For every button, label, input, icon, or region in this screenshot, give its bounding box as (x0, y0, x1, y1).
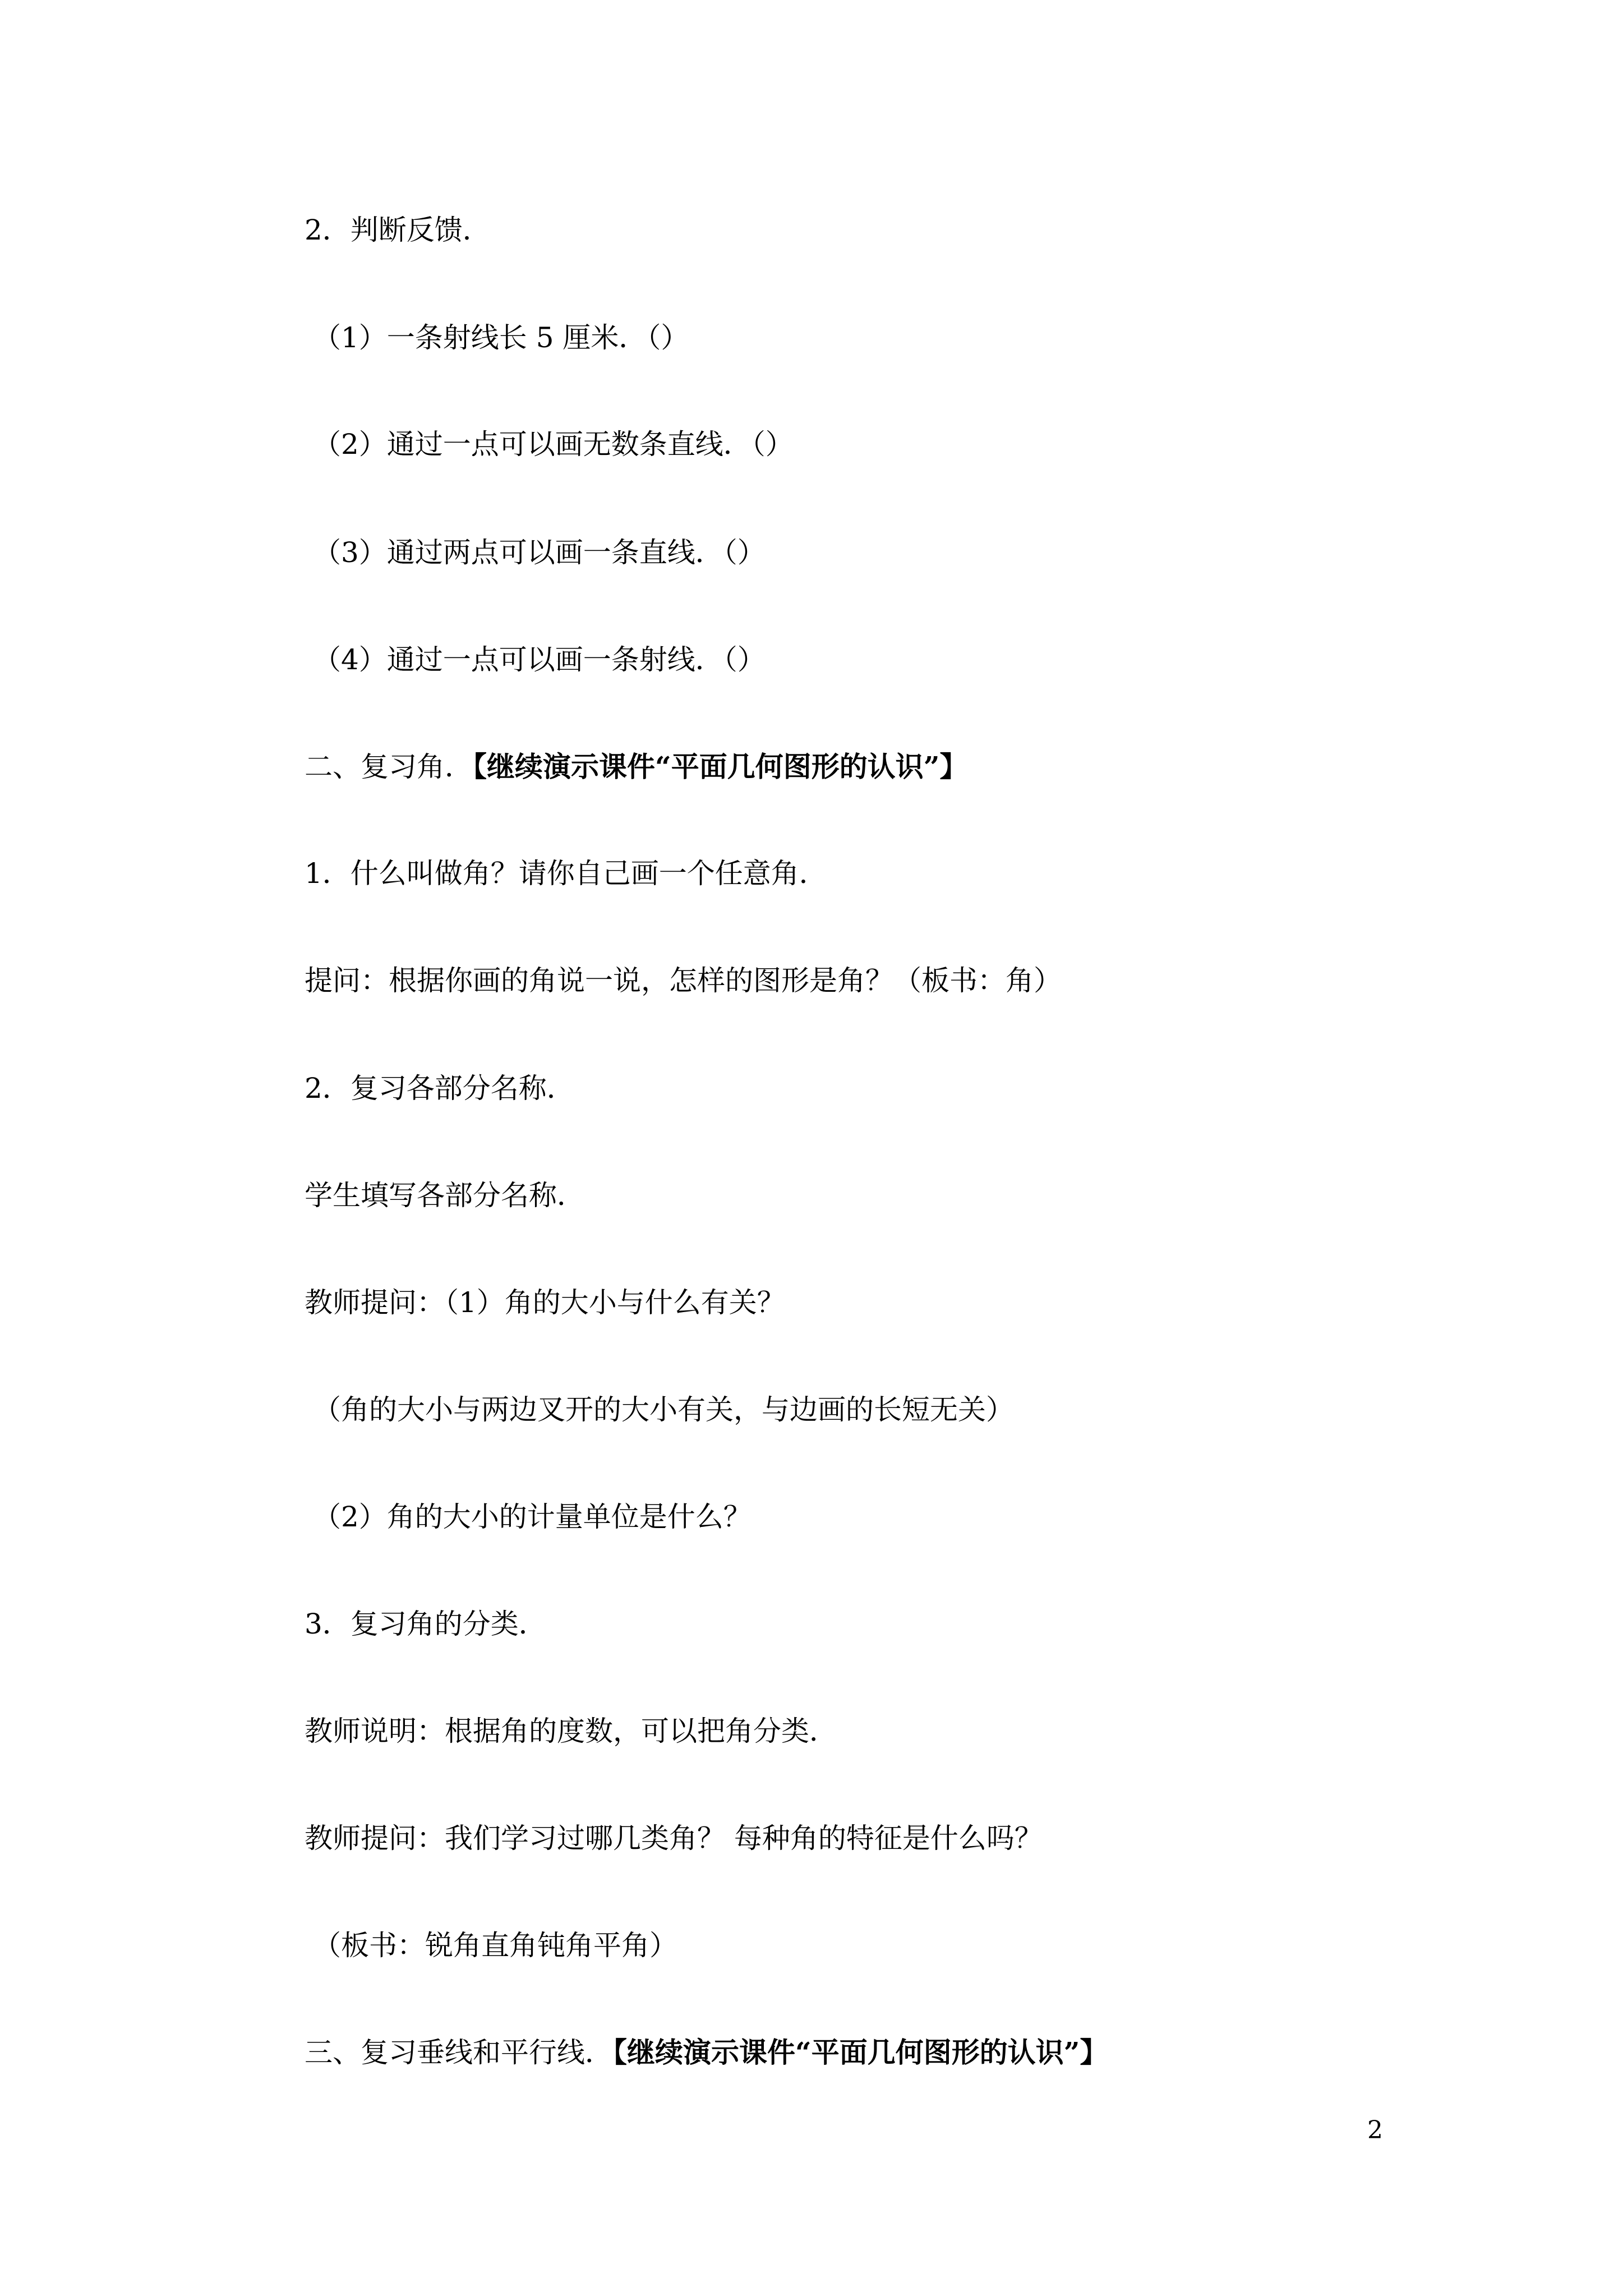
line-text: （1）一条射线长 5 厘米．（） (313, 321, 689, 354)
text-line-3 (313, 427, 794, 461)
line-text: 学生填写各部分名称． (305, 1179, 585, 1212)
text-line-5 (313, 643, 766, 677)
line-text: 提问：根据你画的角说一说，怎样的图形是角？（板书：角） (305, 964, 1062, 997)
text-line-15 (305, 1714, 837, 1748)
heading-text: 三、复习垂线和平行线． (305, 2036, 613, 2069)
line-text: （角的大小与两边叉开的大小有关，与边画的长短无关） (313, 1393, 1014, 1426)
line-text: 1．什么叫做角？请你自己画一个任意角． (305, 857, 827, 890)
line-text: 2．判断反馈． (305, 214, 491, 246)
line-text: （2）角的大小的计量单位是什么？ (313, 1501, 751, 1533)
line-text: 3．复习角的分类． (305, 1608, 547, 1640)
section-heading-lines (305, 2036, 1108, 2069)
text-line-8 (305, 964, 1062, 997)
text-line-2 (313, 321, 689, 355)
line-text: 教师提问：我们学习过哪几类角？ 每种角的特征是什么吗？ (305, 1822, 1043, 1855)
page-number: 2 (1367, 2116, 1383, 2145)
text-line-9 (305, 1071, 575, 1105)
text-line-13 (313, 1500, 751, 1534)
line-text: （4）通过一点可以画一条射线．（） (313, 643, 766, 676)
line-text: （2）通过一点可以画无数条直线．（） (313, 428, 794, 461)
line-text: （3）通过两点可以画一条直线．（） (313, 536, 766, 569)
text-line-7 (305, 857, 827, 890)
heading-text: 二、复习角． (305, 751, 473, 783)
line-text: 教师提问：（1）角的大小与什么有关？ (305, 1286, 785, 1319)
text-line-16 (305, 1821, 1043, 1855)
text-line-1 (305, 213, 491, 247)
line-text: （板书：锐角直角钝角平角） (313, 1929, 677, 1962)
line-text: 教师说明：根据角的度数，可以把角分类． (305, 1715, 837, 1747)
courseware-note: 【继续演示课件“平面几何图形的认识”】 (473, 750, 968, 783)
text-line-10 (305, 1179, 585, 1212)
text-line-12 (313, 1393, 1014, 1427)
text-line-4 (313, 536, 766, 569)
text-line-11 (305, 1286, 785, 1319)
line-text: 2．复习各部分名称． (305, 1072, 575, 1105)
courseware-note: 【继续演示课件“平面几何图形的认识”】 (613, 2036, 1108, 2069)
text-line-14 (305, 1607, 547, 1641)
text-line-17 (313, 1929, 677, 1962)
section-heading-angles (305, 750, 968, 784)
